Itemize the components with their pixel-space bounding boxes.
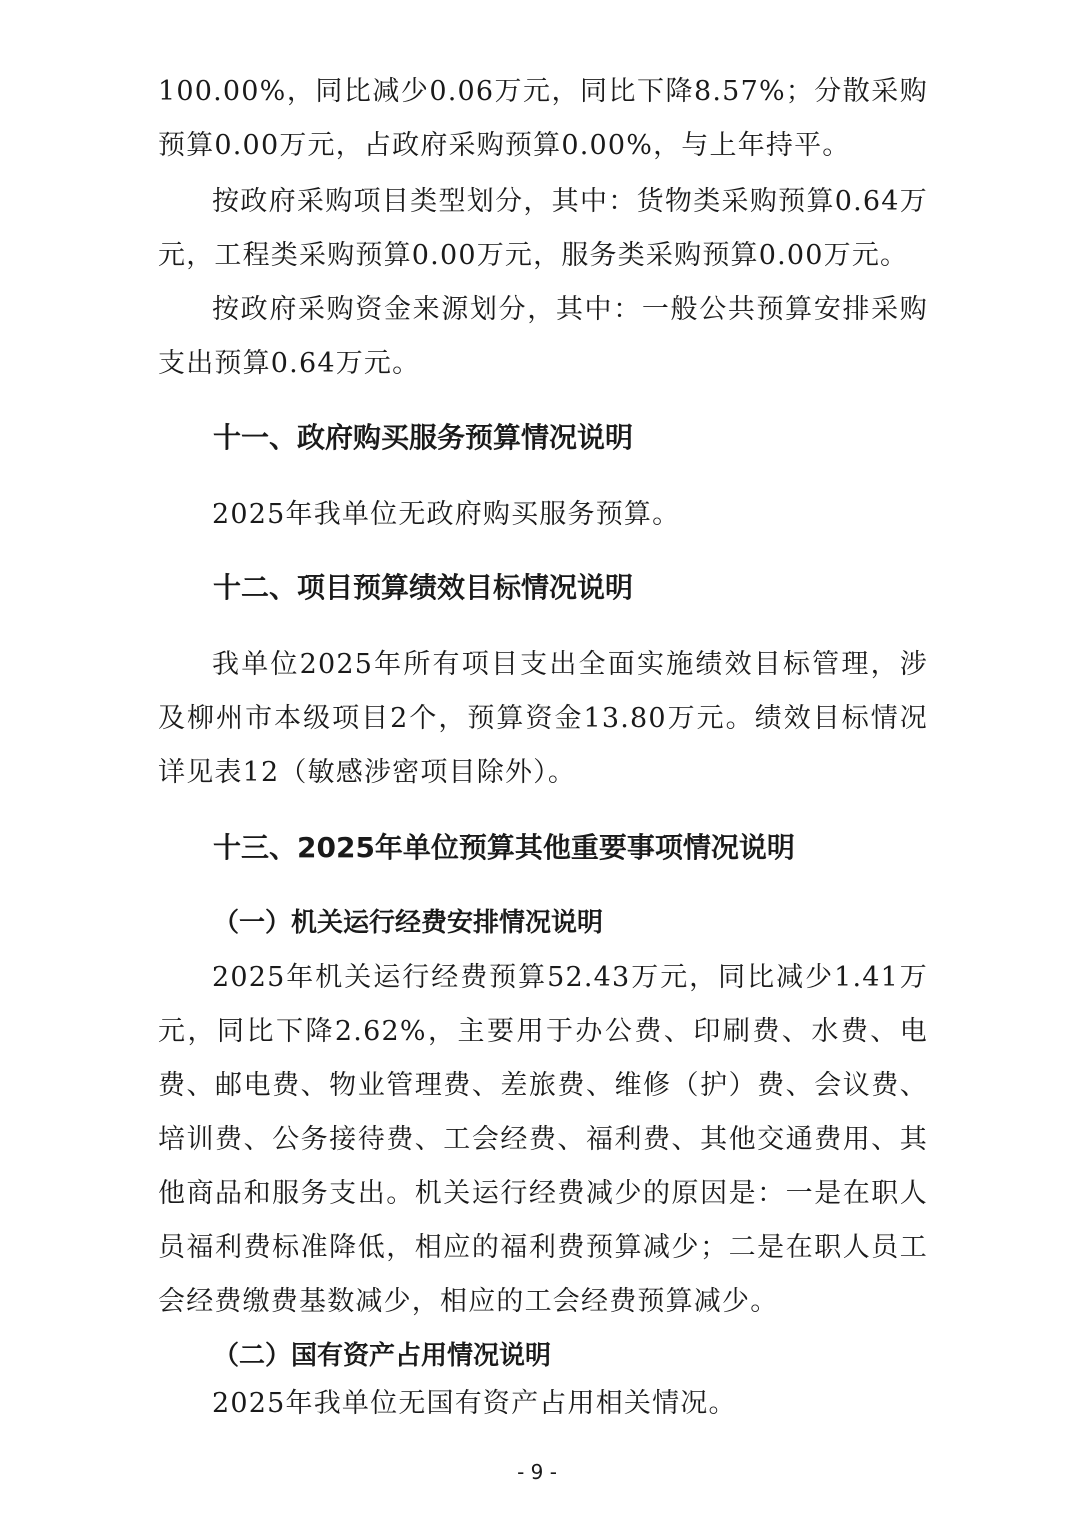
section-heading-11: 十一、政府购买服务预算情况说明 (213, 421, 634, 454)
page-number: - 9 - (517, 1460, 557, 1484)
subsection-heading-1: （一）机关运行经费安排情况说明 (213, 908, 604, 938)
section-heading-12: 十二、项目预算绩效目标情况说明 (213, 571, 634, 604)
section-heading-13: 十三、2025年单位预算其他重要事项情况说明 (213, 831, 795, 864)
paragraph-performance-targets: 我单位2025年所有项目支出全面实施绩效目标管理，涉及柳州市本级项目2个，预算资金13.80万元。绩效目标情况详见表12（敏感涉密项目除外）。 (158, 649, 928, 788)
subsection-heading-2: （二）国有资产占用情况说明 (213, 1341, 552, 1371)
paragraph-no-purchase-service: 2025年我单位无政府购买服务预算。 (212, 499, 681, 530)
paragraph-procurement-continued: 100.00%，同比减少0.06万元，同比下降8.57%；分散采购预算0.00万元，占政府采购预算0.00%，与上年持平。 (158, 76, 928, 161)
paragraph-operating-expenses: 2025年机关运行经费预算52.43万元，同比减少1.41万元，同比下降2.62%，主要用于办公费、印刷费、水费、电费、邮电费、物业管理费、差旅费、维修（护）费、会议费、培训费、公务接待费、工会经费、福利费、其他交通费用、其他商品和服务支出。机关运行经费减少的原因是：一是在职人员福利费标准降低，相应的福利费预算减少；二是在职人员工会经费缴费基数减少，相应的工会经费预算减少。 (158, 962, 928, 1317)
paragraph-state-assets: 2025年我单位无国有资产占用相关情况。 (212, 1388, 737, 1419)
paragraph-procurement-by-source: 按政府采购资金来源划分，其中：一般公共预算安排采购支出预算0.64万元。 (158, 294, 928, 379)
paragraph-procurement-by-type: 按政府采购项目类型划分，其中：货物类采购预算0.64万元，工程类采购预算0.00万元，服务类采购预算0.00万元。 (158, 186, 928, 271)
